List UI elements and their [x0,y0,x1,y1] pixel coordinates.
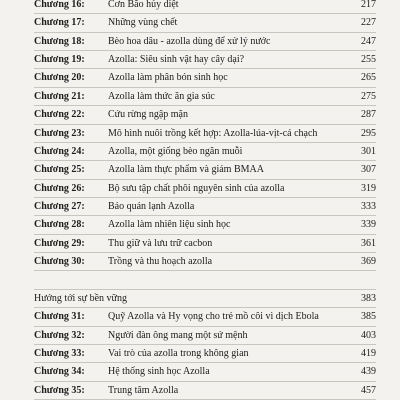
page-number: 247 [361,35,376,47]
page-number: 419 [361,347,376,359]
toc-entry [34,69,376,87]
toc-entry [34,180,376,198]
toc-entry [34,143,376,161]
chapter-number: Chương 30: [34,256,85,268]
page-number: 339 [361,219,376,231]
chapter-title: Thu giữ và lưu trữ cacbon [108,237,213,249]
page-number: 439 [361,366,376,378]
chapter-title: Azolla, một giống bèo ngăn muỗi [108,145,243,157]
page-number: 275 [361,90,376,102]
toc-entry [34,363,376,381]
section-heading [34,290,376,308]
page-number: 385 [361,311,376,323]
chapter-title: Azolla: Siêu sinh vật hay cây dại? [108,54,245,66]
page-number: 319 [361,182,376,194]
toc-entry [34,216,376,234]
chapter-title: Azolla làm thực phẩm và giảm BMAA [108,164,264,176]
page-number: 361 [361,237,376,249]
page-number: 287 [361,109,376,121]
section-title: Hướng tới sự bền vững [34,292,127,304]
page-number: 255 [361,54,376,66]
page-number: 217 [361,0,376,10]
chapter-number: Chương 35: [34,384,85,396]
toc-entry [34,198,376,216]
chapter-number: Chương 32: [34,329,85,341]
toc-entry [34,308,376,326]
chapter-title: Người đàn ông mang một sứ mệnh [108,329,248,341]
page-number: 403 [361,329,376,341]
page-number: 295 [361,127,376,139]
chapter-title: Azolla làm thức ăn gia súc [108,90,215,102]
toc-entry [34,253,376,271]
chapter-title: Bèo hoa dâu - azolla dùng để xử lý nước [108,35,271,47]
page-number: 227 [361,17,376,29]
page-number: 383 [361,292,376,304]
chapter-title: Bộ sưu tập chất phôi nguyên sinh của azolla [108,182,285,194]
chapter-number: Chương 23: [34,127,85,139]
chapter-number: Chương 19: [34,54,85,66]
chapter-number: Chương 16: [34,0,85,10]
chapter-title: Quỹ Azolla và Hy vọng cho trẻ mồ côi vì dịch Ebola [108,311,319,323]
toc-entry [34,51,376,69]
page-number: 301 [361,145,376,157]
toc-entry [34,0,376,14]
chapter-title: Cứu rừng ngập mặn [108,109,188,121]
chapter-number: Chương 26: [34,182,85,194]
chapter-title: Azolla làm phân bón sinh học [108,72,228,84]
toc-entry [34,125,376,143]
toc-entry [34,382,376,400]
chapter-title: Những vùng chết [108,17,178,29]
chapter-title: Trung tâm Azolla [108,384,179,396]
chapter-number: Chương 33: [34,347,85,359]
page-number: 457 [361,384,376,396]
chapter-title: Mô hình nuôi trồng kết hợp: Azolla-lúa-vịt-cá chạch [108,127,318,139]
chapter-title: Cơn Bão hủy diệt [108,0,179,10]
chapter-number: Chương 22: [34,109,85,121]
chapter-number: Chương 24: [34,145,85,157]
toc-entry [34,345,376,363]
chapter-number: Chương 25: [34,164,85,176]
chapter-number: Chương 21: [34,90,85,102]
toc-entry [34,14,376,32]
chapter-title: Azolla làm nhiên liệu sinh học [108,219,231,231]
toc-entry [34,88,376,106]
chapter-number: Chương 27: [34,201,85,212]
chapter-title: Trồng và thu hoạch azolla [108,256,213,268]
chapter-title: Bảo quản lạnh Azolla [108,201,195,212]
page-number: 307 [361,164,376,176]
chapter-title: Vai trò của azolla trong không gian [108,347,249,359]
chapter-number: Chương 34: [34,366,85,378]
toc-entry [34,327,376,345]
chapter-number: Chương 18: [34,35,85,47]
chapter-title: Hệ thống sinh học Azolla [108,366,210,378]
chapter-number: Chương 28: [34,219,85,231]
blank-row [34,271,376,289]
page-number: 265 [361,72,376,84]
page-number: 333 [361,201,376,212]
chapter-number: Chương 31: [34,311,85,323]
chapter-number: Chương 17: [34,17,85,29]
toc-entry [34,106,376,124]
page-number: 369 [361,256,376,268]
toc-entry [34,33,376,51]
toc-entry [34,161,376,179]
toc-entry [34,235,376,253]
chapter-number: Chương 20: [34,72,85,84]
chapter-number: Chương 29: [34,237,85,249]
